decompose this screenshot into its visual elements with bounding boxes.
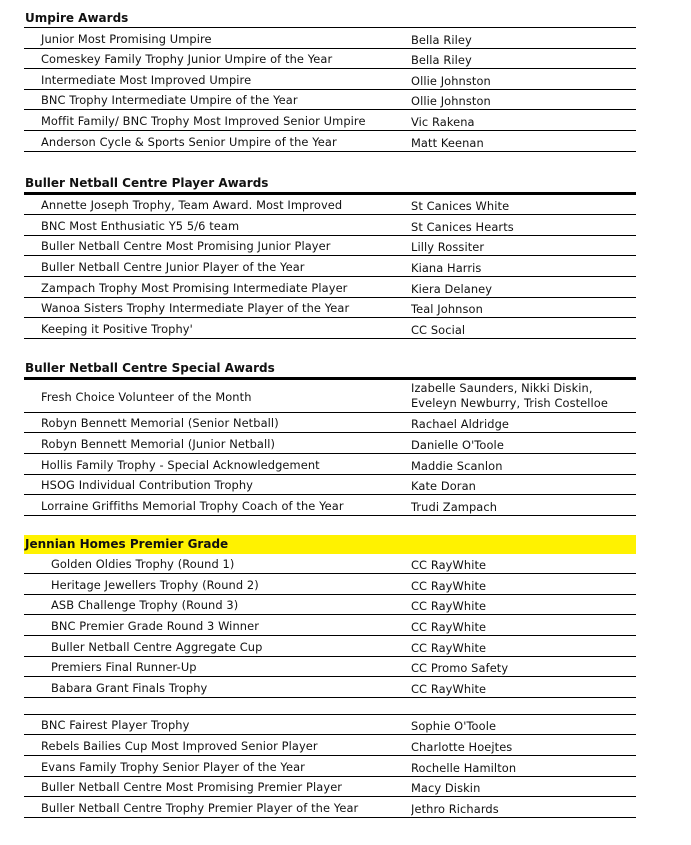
award-winner: CC RayWhite	[411, 558, 487, 573]
award-winner: Maddie Scanlon	[411, 458, 503, 473]
table-row	[24, 636, 636, 657]
award-name: Intermediate Most Improved Umpire	[41, 72, 252, 87]
award-name: Buller Netball Centre Junior Player of the Year	[41, 259, 305, 274]
table-row	[24, 657, 636, 678]
award-winner: Charlotte Hoejtes	[411, 740, 513, 755]
award-name: Lorraine Griffiths Memorial Trophy Coach of the Year	[41, 498, 344, 513]
awards-document	[24, 10, 636, 838]
table-row	[24, 715, 636, 736]
award-name: HSOG Individual Contribution Trophy	[41, 478, 254, 493]
award-winner: Teal Johnson	[411, 302, 483, 317]
award-winner: CC RayWhite	[411, 599, 487, 614]
table-row	[24, 215, 636, 236]
table-row	[24, 677, 636, 698]
table-row	[24, 277, 636, 298]
award-winner: Ollie Johnston	[411, 73, 491, 88]
section-title: Buller Netball Centre Special Awards	[24, 360, 636, 380]
award-winner: CC RayWhite	[411, 578, 487, 593]
award-winner: Vic Rakena	[411, 114, 475, 129]
section-special-awards	[24, 360, 636, 516]
award-winner: Matt Keenan	[411, 135, 484, 150]
award-name: Rebels Bailies Cup Most Improved Senior Player	[41, 739, 318, 754]
table-row	[24, 131, 636, 152]
award-name: Buller Netball Centre Most Promising Junior Player	[41, 239, 331, 254]
award-name: Buller Netball Centre Trophy Premier Player of the Year	[41, 800, 359, 815]
award-winner: Macy Diskin	[411, 781, 481, 796]
award-name: Golden Oldies Trophy (Round 1)	[51, 557, 235, 572]
table-row	[24, 49, 636, 70]
award-winner: Izabelle Saunders, Nikki Diskin, Eveleyn Newburry, Trish Costelloe	[411, 380, 608, 410]
award-name: BNC Fairest Player Trophy	[41, 718, 190, 733]
award-winner: Bella Riley	[411, 53, 472, 68]
award-name: BNC Premier Grade Round 3 Winner	[51, 619, 259, 634]
award-name: Comeskey Family Trophy Junior Umpire of the Year	[41, 52, 333, 67]
award-name: Zampach Trophy Most Promising Intermediate Player	[41, 280, 348, 295]
table-row	[24, 110, 636, 131]
table-row	[24, 454, 636, 475]
award-name: Babara Grant Finals Trophy	[51, 680, 208, 695]
section-player-awards	[24, 175, 636, 339]
award-winner: CC RayWhite	[411, 640, 487, 655]
award-name: Anderson Cycle & Sports Senior Umpire of the Year	[41, 134, 337, 149]
award-name: Buller Netball Centre Aggregate Cup	[51, 639, 263, 654]
table-row	[24, 69, 636, 90]
award-winner: CC RayWhite	[411, 681, 487, 696]
award-name: BNC Most Enthusiatic Y5 5/6 team	[41, 218, 240, 233]
award-winner: St Canices Hearts	[411, 219, 514, 234]
award-winner: Lilly Rossiter	[411, 240, 485, 255]
table-row	[24, 380, 636, 413]
award-winner: Kiana Harris	[411, 260, 482, 275]
divider	[24, 698, 636, 715]
table-row	[24, 195, 636, 216]
table-row	[24, 595, 636, 616]
table-row	[24, 756, 636, 777]
award-winner: CC Social	[411, 322, 466, 337]
table-row	[24, 475, 636, 496]
award-name: Fresh Choice Volunteer of the Month	[41, 389, 252, 404]
section-title: Umpire Awards	[24, 10, 636, 28]
table-row	[24, 28, 636, 49]
table-row	[24, 574, 636, 595]
table-row	[24, 318, 636, 339]
award-name: Wanoa Sisters Trophy Intermediate Player of the Year	[41, 301, 350, 316]
award-winner: CC Promo Safety	[411, 661, 509, 676]
award-name: Robyn Bennett Memorial (Senior Netball)	[41, 416, 279, 431]
award-winner: Jethro Richards	[411, 801, 499, 816]
award-name: Evans Family Trophy Senior Player of the Year	[41, 759, 305, 774]
award-name: Buller Netball Centre Most Promising Premier Player	[41, 780, 343, 795]
award-winner: Kiera Delaney	[411, 281, 493, 296]
award-winner: Kate Doran	[411, 479, 476, 494]
award-name: Robyn Bennett Memorial (Junior Netball)	[41, 436, 276, 451]
award-name: Annette Joseph Trophy, Team Award. Most Improved	[41, 198, 343, 213]
table-row	[24, 298, 636, 319]
table-row	[24, 797, 636, 818]
award-name: Hollis Family Trophy - Special Acknowledgement	[41, 457, 320, 472]
award-winner: Rochelle Hamilton	[411, 760, 517, 775]
table-row	[24, 90, 636, 111]
award-name: Junior Most Promising Umpire	[41, 31, 212, 46]
award-winner: Trudi Zampach	[411, 499, 498, 514]
award-winner: Ollie Johnston	[411, 94, 491, 109]
section-title: Buller Netball Centre Player Awards	[24, 175, 636, 195]
table-row	[24, 256, 636, 277]
award-name: Keeping it Positive Trophy'	[41, 321, 193, 336]
table-row	[24, 615, 636, 636]
table-row	[24, 735, 636, 756]
table-row	[24, 433, 636, 454]
award-name: Premiers Final Runner-Up	[51, 660, 197, 675]
table-row	[24, 413, 636, 434]
table-row	[24, 495, 636, 516]
award-winner: CC RayWhite	[411, 620, 487, 635]
award-name: Moffit Family/ BNC Trophy Most Improved Senior Umpire	[41, 113, 366, 128]
award-winner: Sophie O'Toole	[411, 719, 497, 734]
section-umpire-awards	[24, 10, 636, 152]
table-row	[24, 554, 636, 575]
award-name: BNC Trophy Intermediate Umpire of the Year	[41, 93, 298, 108]
award-winner: Bella Riley	[411, 32, 472, 47]
award-winner: St Canices White	[411, 199, 510, 214]
table-row	[24, 777, 636, 798]
table-row	[24, 236, 636, 257]
section-title-highlighted: Jennian Homes Premier Grade	[24, 535, 636, 554]
award-name: Heritage Jewellers Trophy (Round 2)	[51, 577, 259, 592]
award-name: ASB Challenge Trophy (Round 3)	[51, 598, 239, 613]
award-winner: Danielle O'Toole	[411, 437, 504, 452]
award-winner: Rachael Aldridge	[411, 417, 510, 432]
section-premier-grade	[24, 535, 636, 818]
